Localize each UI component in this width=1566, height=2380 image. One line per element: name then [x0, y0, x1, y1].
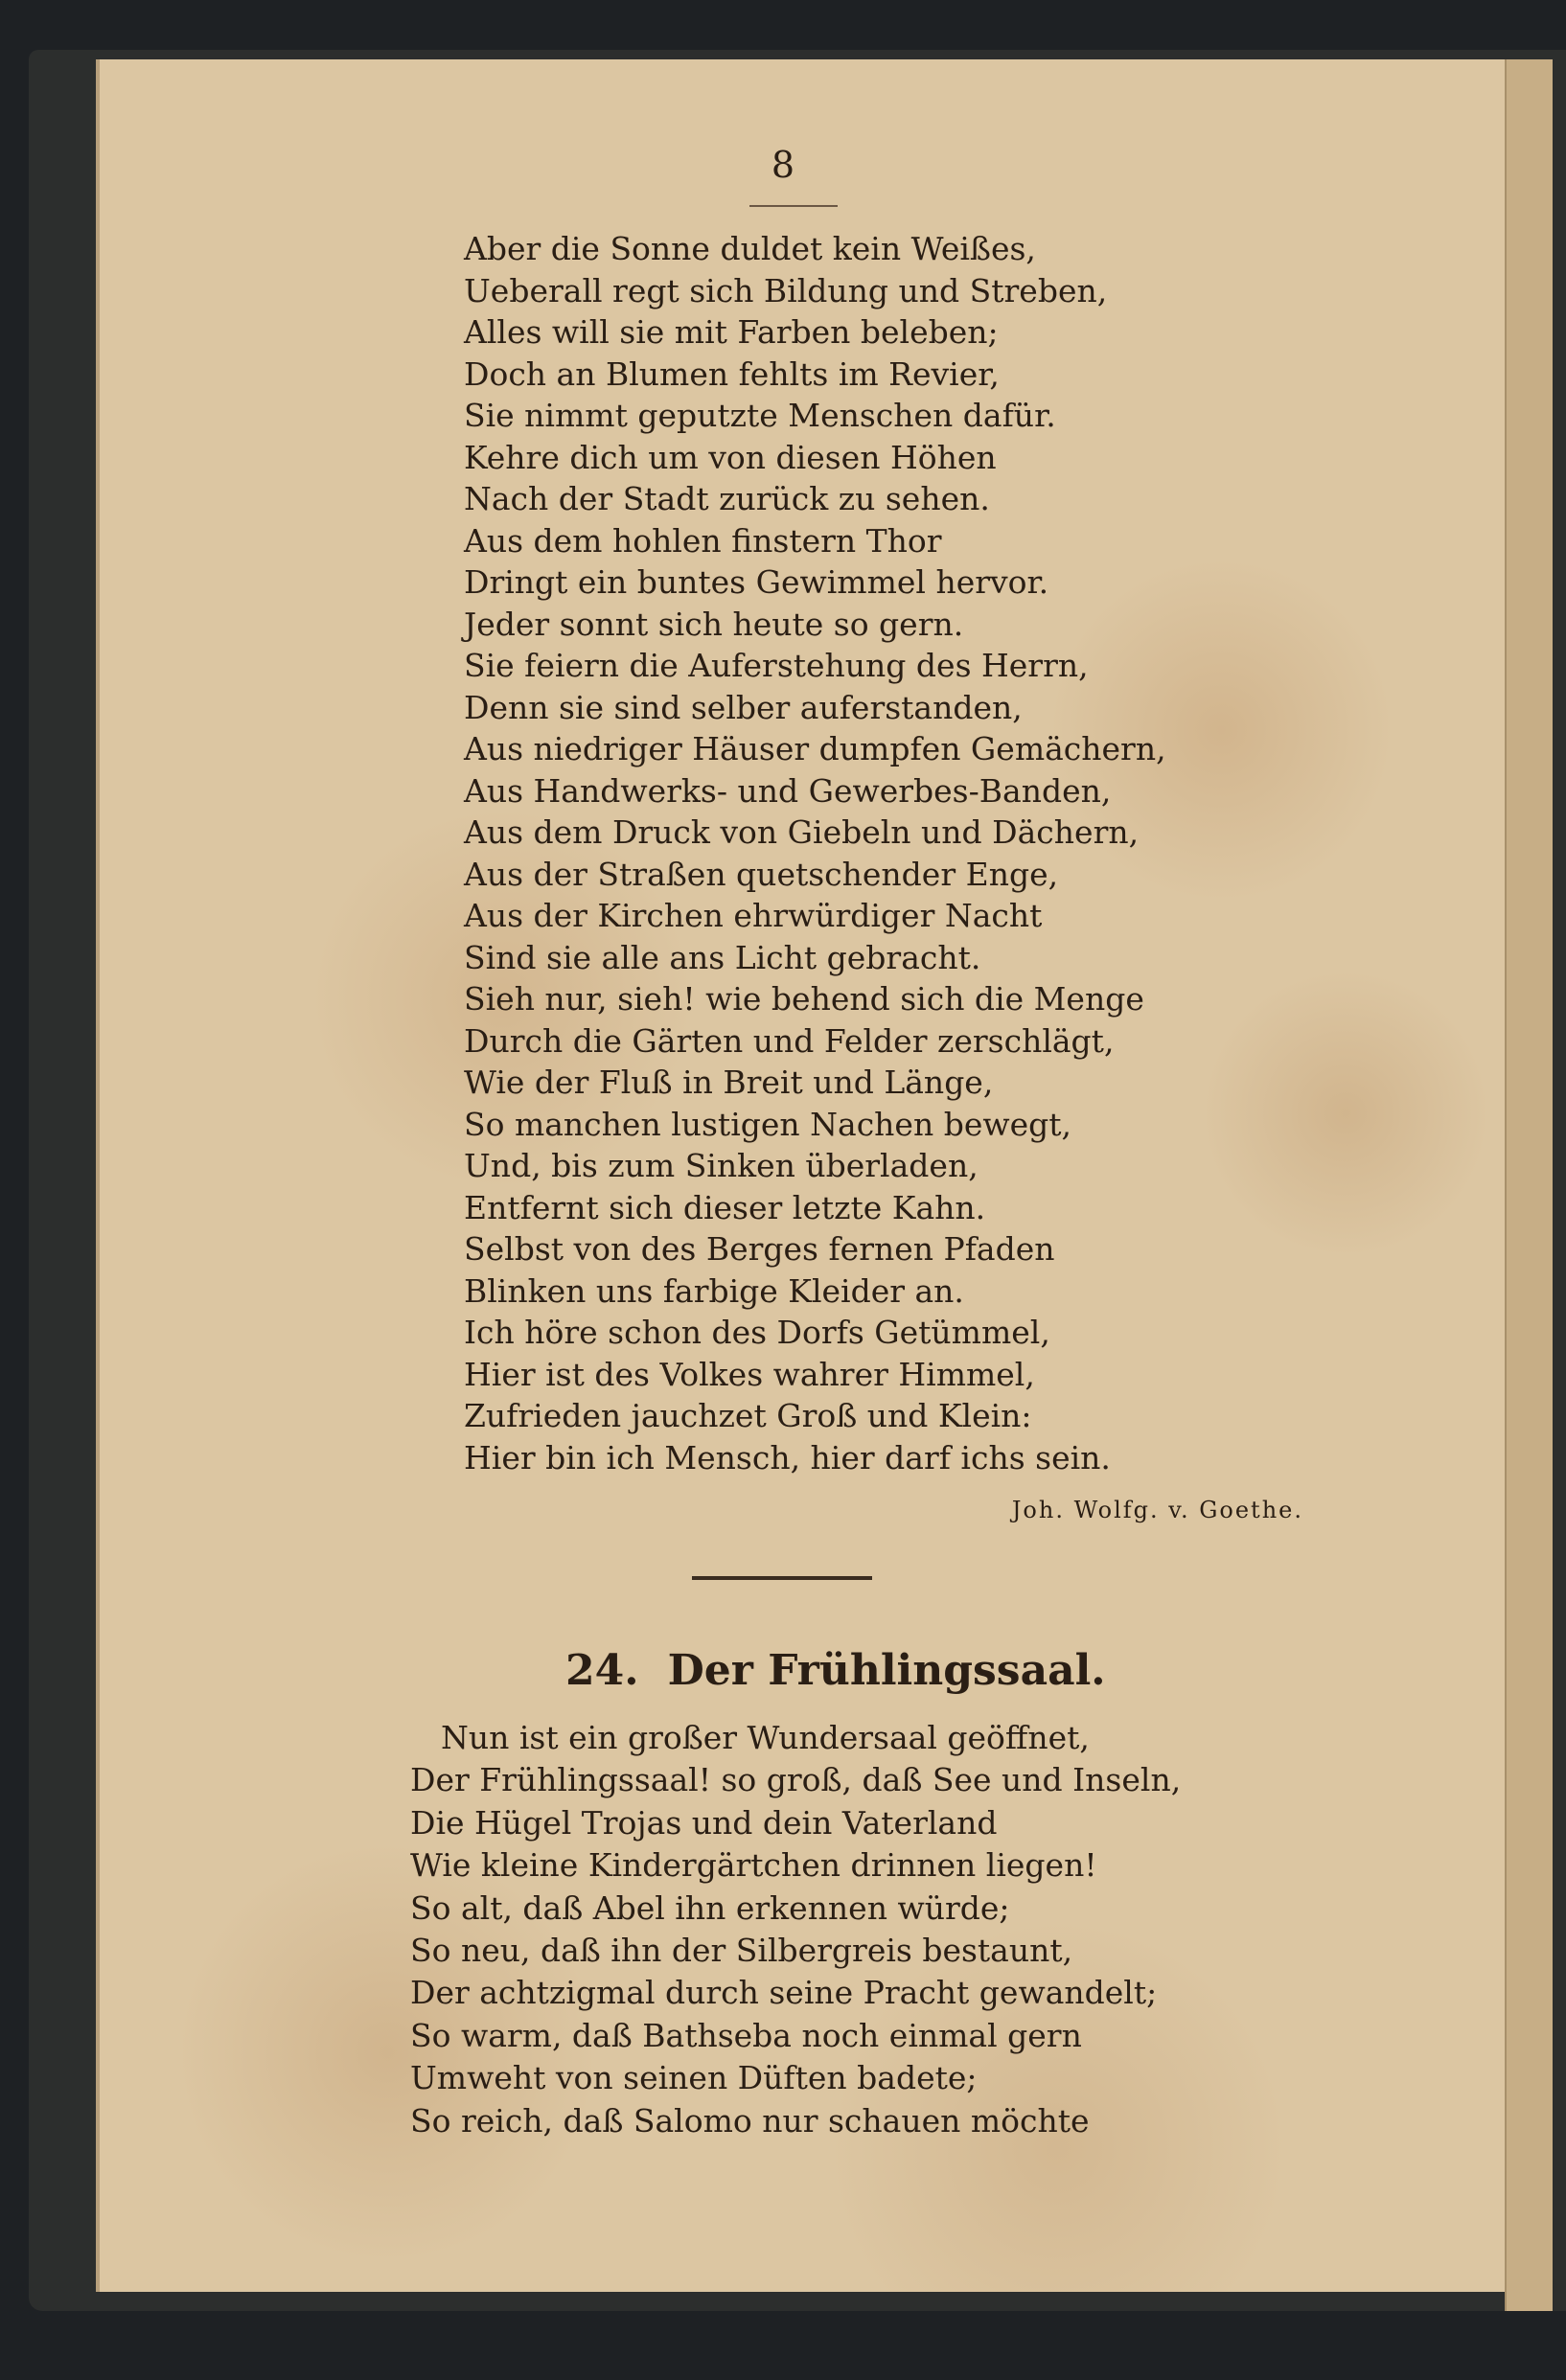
- section-heading: [565, 1646, 1236, 1695]
- poem-2-line: Umweht von seinen Düften badete;: [410, 2059, 978, 2097]
- poem-2-line: Der Frühlingssaal! so groß, daß See und Inseln,: [410, 1761, 1182, 1799]
- page-number-rule: [749, 205, 838, 207]
- poem-line: Aber die Sonne duldet kein Weißes,: [464, 230, 1036, 267]
- poem-line: Hier ist des Volkes wahrer Himmel,: [464, 1355, 1035, 1393]
- poem-author: Joh. Wolfg. v. Goethe.: [1011, 1497, 1303, 1523]
- section-divider: [692, 1576, 872, 1580]
- poem-2-stanza: [410, 1717, 1464, 2142]
- poem-line: Ich höre schon des Dorfs Getümmel,: [464, 1314, 1050, 1351]
- poem-2-line: Der achtzigmal durch seine Pracht gewandelt;: [410, 1974, 1158, 2012]
- poem-line: Denn sie sind selber auferstanden,: [464, 688, 1023, 726]
- poem-line: Und, bis zum Sinken überladen,: [464, 1147, 979, 1184]
- poem-line: Jeder sonnt sich heute so gern.: [464, 605, 964, 643]
- poem-line: Nach der Stadt zurück zu sehen.: [464, 480, 990, 517]
- poem-line: Doch an Blumen fehlts im Revier,: [464, 355, 1000, 393]
- facing-page-edge: [1505, 59, 1553, 2311]
- poem-line: Blinken uns farbige Kleider an.: [464, 1271, 964, 1310]
- poem-line: Durch die Gärten und Felder zerschlägt,: [464, 1021, 1115, 1060]
- poem-2-line: So warm, daß Bathseba noch einmal gern: [410, 2016, 1082, 2054]
- poem-line: Kehre dich um von diesen Höhen: [464, 438, 997, 476]
- poem-line: Sieh nur, sieh! wie behend sich die Menge: [464, 980, 1144, 1018]
- poem-line: Zufrieden jauchzet Groß und Klein:: [464, 1397, 1032, 1434]
- poem-2-line: Die Hügel Trojas und dein Vaterland: [410, 1803, 998, 1842]
- poem-line: Aus der Kirchen ehrwürdiger Nacht: [464, 897, 1043, 934]
- poem-line: Hier bin ich Mensch, hier darf ichs sein.: [464, 1438, 1111, 1476]
- poem-line: Aus dem hohlen finstern Thor: [464, 521, 942, 560]
- poem-2-line: So neu, daß ihn der Silbergreis bestaunt,: [410, 1931, 1073, 1969]
- poem-2-line: Nun ist ein großer Wundersaal geöffnet,: [441, 1719, 1090, 1756]
- section-title: Der Frühlingssaal.: [667, 1646, 1106, 1695]
- poem-line: Selbst von des Berges fernen Pfaden: [464, 1230, 1055, 1268]
- poem-line: Wie der Fluß in Breit und Länge,: [464, 1064, 994, 1101]
- poem-line: Ueberall regt sich Bildung und Streben,: [464, 271, 1108, 309]
- poem-line: Aus der Straßen quetschender Enge,: [464, 855, 1059, 893]
- poem-2-line: So alt, daß Abel ihn erkennen würde;: [410, 1888, 1010, 1927]
- poem-line: Aus Handwerks- und Gewerbes-Banden,: [464, 771, 1112, 810]
- section-number: 24.: [565, 1646, 639, 1695]
- poem-line: Aus dem Druck von Giebeln und Dächern,: [464, 813, 1140, 851]
- page-number: 8: [771, 144, 795, 186]
- poem-line: Aus niedriger Häuser dumpfen Gemächern,: [464, 730, 1166, 767]
- poem-line: Alles will sie mit Farben beleben;: [464, 313, 999, 351]
- poem-line: Sie nimmt geputzte Menschen dafür.: [464, 397, 1056, 434]
- poem-line: Entfernt sich dieser letzte Kahn.: [464, 1188, 986, 1226]
- poem-line: Dringt ein buntes Gewimmel hervor.: [464, 563, 1049, 601]
- poem-line: Sind sie alle ans Licht gebracht.: [464, 938, 981, 976]
- poem-2-line: So reich, daß Salomo nur schauen möchte: [410, 2101, 1090, 2140]
- poem-2-line: Wie kleine Kindergärtchen drinnen liegen!: [410, 1846, 1097, 1885]
- poem-line: So manchen lustigen Nachen bewegt,: [464, 1105, 1072, 1143]
- poem-stanza: [464, 228, 1470, 1478]
- poem-line: Sie feiern die Auferstehung des Herrn,: [464, 647, 1089, 684]
